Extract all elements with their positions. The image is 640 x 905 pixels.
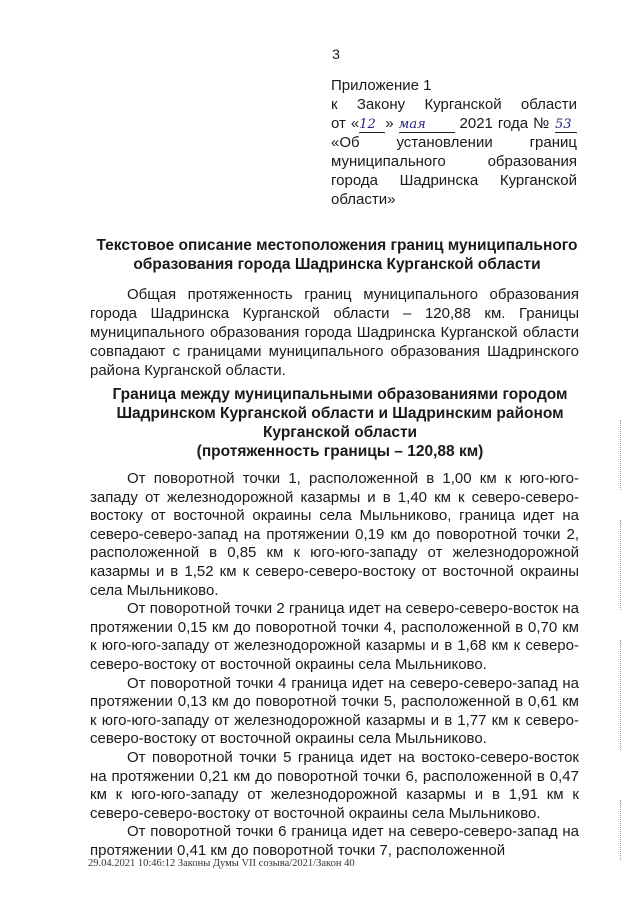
body-paragraph: От поворотной точки 1, расположенной в 1,00 км к юго-юго-западу от железнодорожной казармы и в 1,40 км к северо-северо-востоку от восточной окраины села Мыльниково, граница идет на северо-северо-запад на протяжении 0,19 км до поворотной точки 2, расположенной в 0,85 км к юго-юго-западу от железнодорожной казармы и в 1,52 км к северо-северо-востоку от восточной окраины села Мыльниково. bbox=[90, 470, 579, 599]
body-paragraph: От поворотной точки 6 граница идет на северо-северо-запад на протяжении 0,41 км до поворотной точки 7, расположенной bbox=[90, 823, 579, 859]
appendix-line-5: муниципального образования bbox=[331, 153, 577, 170]
handwritten-day: 12 bbox=[359, 118, 385, 133]
margin-scan-mark bbox=[620, 420, 622, 490]
section-heading-line-3: Курганской области bbox=[262, 424, 418, 441]
appendix-line-1: Приложение 1 bbox=[331, 77, 432, 94]
appendix-line-2: к Закону Курганской области bbox=[331, 96, 577, 113]
section-heading bbox=[95, 385, 585, 461]
margin-scan-mark bbox=[620, 520, 622, 610]
date-year: 2021 года № bbox=[459, 115, 551, 132]
margin-scan-mark bbox=[620, 640, 622, 750]
appendix-line-7: области» bbox=[331, 191, 396, 208]
boundary-description bbox=[90, 470, 579, 860]
appendix-line-3 bbox=[331, 114, 577, 133]
date-mid: » bbox=[385, 115, 394, 132]
appendix-line-4: «Об установлении границ bbox=[331, 134, 577, 151]
page-number: 3 bbox=[332, 46, 340, 62]
appendix-header bbox=[331, 76, 577, 209]
document-title: Текстовое описание местоположения границ муниципального образования города Шадринска Курганской области bbox=[96, 237, 578, 273]
intro-paragraph: Общая протяженность границ муниципального образования города Шадринска Курганской области – 120,88 км. Границы муниципального образования города Шадринска Курганской области совпадают с границами муниципального образования Шадринского района Курганской области. bbox=[90, 286, 579, 379]
footer-stamp: 29.04.2021 10:46:12 Законы Думы VII созыва/2021/Закон 40 bbox=[88, 858, 355, 869]
body-paragraph: От поворотной точки 4 граница идет на северо-северо-запад на протяжении 0,13 км до поворотной точки 5, расположенной в 0,61 км к юго-юго-западу от железнодорожной казармы и в 1,77 км к северо-северо-востоку от восточной окраины села Мыльниково. bbox=[90, 674, 579, 748]
handwritten-month: мая bbox=[399, 118, 455, 133]
section-heading-line-2: Шадринском Курганской области и Шадринским районом bbox=[116, 405, 564, 422]
handwritten-number: 53 bbox=[555, 118, 577, 133]
date-prefix: от « bbox=[331, 115, 360, 132]
appendix-line-6: города Шадринска Курганской bbox=[331, 172, 577, 189]
section-heading-line-1: Граница между муниципальными образованиями городом bbox=[112, 386, 568, 403]
body-paragraph: От поворотной точки 2 граница идет на северо-северо-восток на протяжении 0,15 км до поворотной точки 4, расположенной в 0,70 км к юго-юго-западу от железнодорожной казармы и в 1,68 км к северо-северо-востоку от восточной окраины села Мыльниково. bbox=[90, 600, 579, 673]
margin-scan-mark bbox=[620, 800, 622, 860]
section-heading-line-4: (протяженность границы – 120,88 км) bbox=[196, 443, 484, 460]
body-paragraph: От поворотной точки 5 граница идет на востоко-северо-восток на протяжении 0,21 км до поворотной точки 6, расположенной в 0,47 км к юго-юго-западу от железнодорожной казармы и в 1,91 км к северо-северо-востоку от восточной окраины села Мыльниково. bbox=[90, 748, 579, 822]
